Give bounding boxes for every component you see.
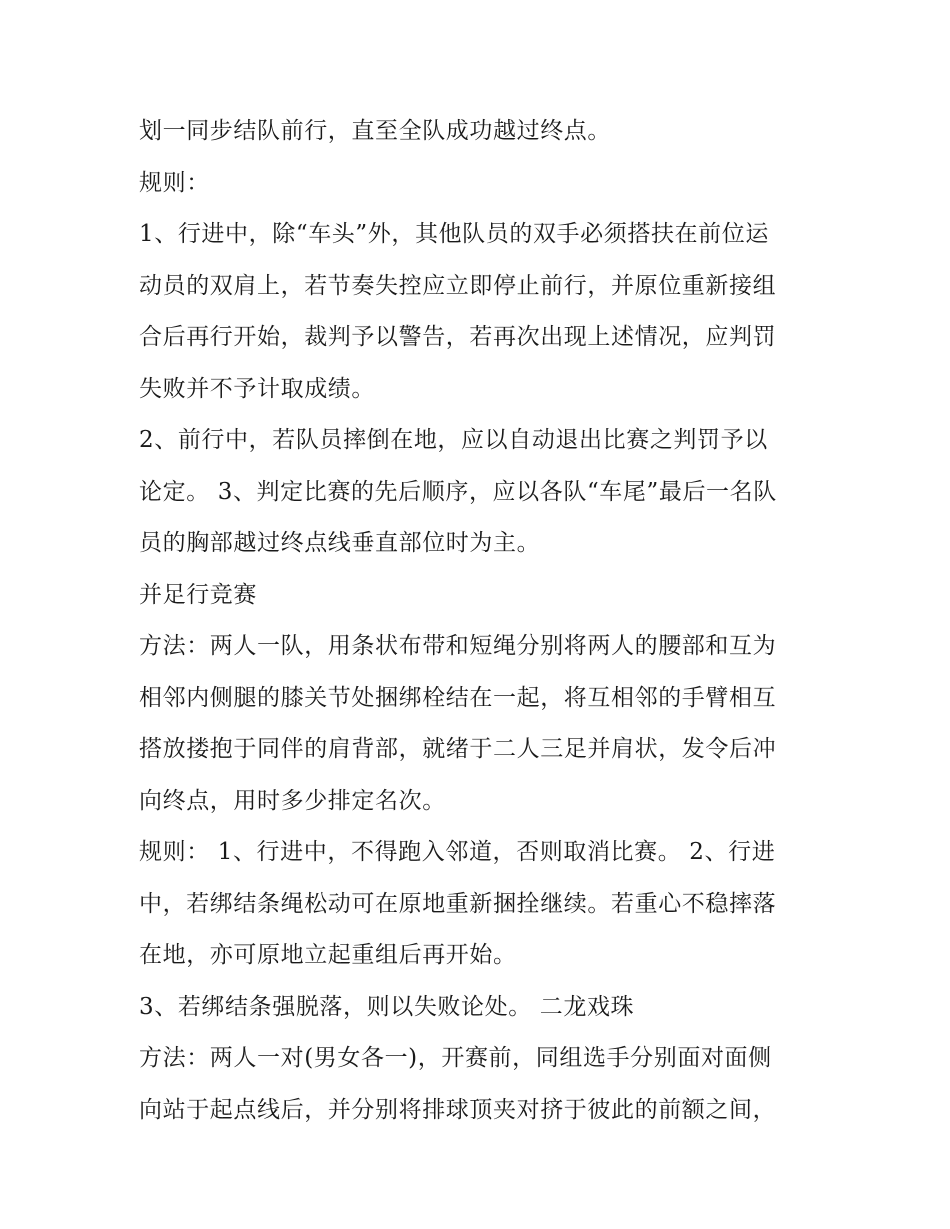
text-line: 失败并不予计取成绩。 bbox=[139, 375, 375, 402]
text-line: 3、若绑结条强脱落，则以失败论处。 二龙戏珠 bbox=[139, 993, 635, 1020]
text-line: 2、前行中，若队员摔倒在地，应以自动退出比赛之判罚予以 bbox=[139, 427, 768, 453]
text-line: 方法：两人一队，用条状布带和短绳分别将两人的腰部和互为 bbox=[139, 633, 777, 659]
text-line: 员的胸部越过终点线垂直部位时为主。 bbox=[139, 530, 541, 556]
text-line: 中，若绑结条绳松动可在原地重新捆拴继续。若重心不稳摔落 bbox=[139, 890, 777, 917]
text-line: 划一同步结队前行，直至全队成功越过终点。 bbox=[139, 118, 611, 144]
text-line: 动员的双肩上，若节奏失控应立即停止前行，并原位重新接组 bbox=[139, 272, 777, 299]
text-line: 搭放搂抱于同伴的肩背部，就绪于二人三足并肩状，发令后冲 bbox=[139, 736, 777, 762]
document-body bbox=[139, 106, 819, 1136]
text-line: 合后再行开始，裁判予以警告，若再次出现上述情况，应判罚 bbox=[139, 324, 777, 350]
text-line: 相邻内侧腿的膝关节处捆绑栓结在一起，将互相邻的手臂相互 bbox=[139, 684, 777, 711]
text-line: 方法：两人一对(男女各一)，开赛前，同组选手分别面对面侧 bbox=[139, 1045, 772, 1071]
text-line: 向站于起点线后，并分别将排球顶夹对挤于彼此的前额之间， bbox=[139, 1096, 777, 1123]
text-line: 1、行进中，除“车头”外，其他队员的双手必须搭扶在前位运 bbox=[139, 221, 769, 247]
text-line: 规则： 1、行进中，不得跑入邻道，否则取消比赛。 2、行进 bbox=[139, 839, 776, 865]
text-line: 规则： bbox=[139, 169, 210, 196]
text-line: 论定。 3、判定比赛的先后顺序，应以各队“车尾”最后一名队 bbox=[139, 478, 777, 505]
text-line: 在地，亦可原地立起重组后再开始。 bbox=[139, 942, 517, 968]
text-line: 向终点，用时多少排定名次。 bbox=[139, 787, 446, 814]
section-heading: 并足行竞赛 bbox=[139, 581, 257, 608]
